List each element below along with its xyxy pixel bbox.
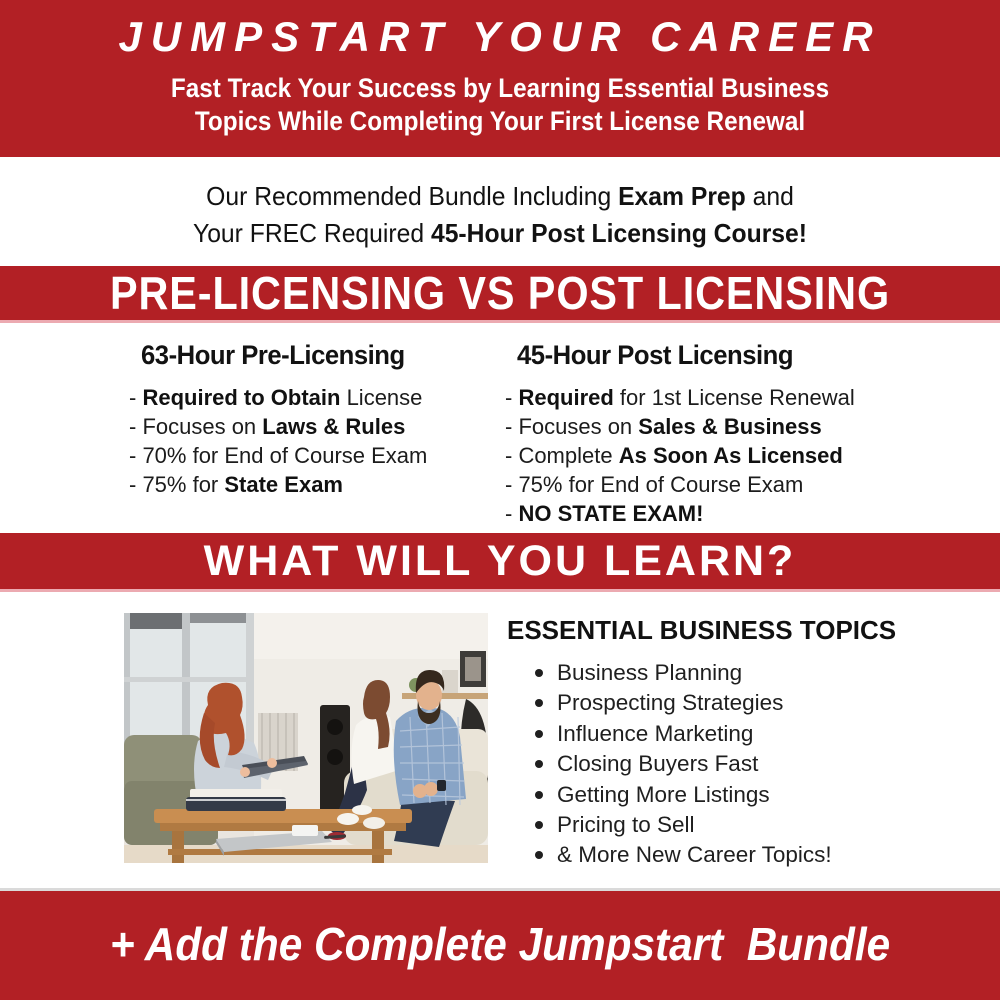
item-text: - 75% for [129, 472, 225, 497]
pre-licensing-list [129, 383, 489, 499]
hero-title: JUMPSTART YOUR CAREER [118, 13, 882, 60]
item-text: - 70% for End of Course Exam [129, 443, 428, 468]
topics-panel [507, 614, 927, 871]
item-bold: As Soon As Licensed [618, 443, 843, 468]
topic-item: & More New Career Topics! [535, 840, 927, 870]
consultation-photo-illustration [124, 613, 488, 863]
list-item [129, 412, 489, 441]
topic-item: Business Planning [535, 658, 927, 688]
hero-subtitle-line1: Fast Track Your Success by Learning Essential Business [170, 73, 830, 103]
item-text: - 75% for End of Course Exam [505, 472, 804, 497]
post-licensing-heading: 45-Hour Post Licensing [517, 340, 794, 370]
topic-item: Pricing to Sell [535, 810, 927, 840]
list-item [129, 383, 489, 412]
comparison-section [0, 323, 1000, 533]
topics-list [535, 658, 927, 871]
bundle-line2-text: Your FREC Required [192, 218, 431, 248]
item-bold: NO STATE EXAM! [518, 501, 704, 526]
list-item [505, 499, 925, 528]
item-bold: Sales & Business [638, 414, 822, 439]
bundle-line1-bold: Exam Prep [618, 181, 746, 211]
bundle-intro-line1 [25, 178, 975, 215]
topics-heading: ESSENTIAL BUSINESS TOPICS [507, 615, 897, 645]
topic-item: Closing Buyers Fast [535, 749, 927, 779]
topic-item: Getting More Listings [535, 780, 927, 810]
learn-section [0, 592, 1000, 888]
hero-subtitle-line2: Topics While Completing Your First License Renewal [194, 106, 806, 136]
bundle-line1-tail: and [745, 181, 794, 211]
item-bold: Required to Obtain [142, 385, 341, 410]
item-bold: State Exam [224, 472, 343, 497]
comparison-banner [0, 266, 1000, 323]
bundle-line2-bold: 45-Hour Post Licensing Course! [430, 218, 808, 248]
item-bold: Laws & Rules [262, 414, 406, 439]
hero-banner [0, 0, 1000, 157]
post-licensing-list [505, 383, 925, 528]
item-text: - Focuses on [505, 414, 639, 439]
topic-item: Prospecting Strategies [535, 688, 927, 718]
pre-licensing-column [129, 340, 489, 499]
consultation-photo [124, 613, 488, 863]
item-bold: Required [518, 385, 614, 410]
bundle-intro-line2 [25, 215, 975, 252]
item-tail: for 1st License Renewal [613, 385, 855, 410]
item-text: - [505, 501, 519, 526]
post-licensing-column [505, 340, 925, 528]
learn-banner [0, 533, 1000, 592]
item-text: - [129, 385, 143, 410]
footer-banner [0, 888, 1000, 1000]
list-item [505, 441, 925, 470]
bundle-intro-section [0, 157, 1000, 266]
item-tail: License [340, 385, 423, 410]
list-item [129, 470, 489, 499]
list-item [505, 412, 925, 441]
topic-item: Influence Marketing [535, 719, 927, 749]
bundle-line1-text: Our Recommended Bundle Including [206, 181, 619, 211]
list-item [505, 383, 925, 412]
hero-subtitle [50, 72, 950, 138]
item-text: - Complete [505, 443, 619, 468]
list-item [129, 441, 489, 470]
item-text: - [505, 385, 519, 410]
footer-banner-title: + Add the Complete Jumpstart Bundle [109, 918, 891, 970]
item-text: - Focuses on [129, 414, 263, 439]
comparison-banner-title: PRE-LICENSING VS POST LICENSING [109, 267, 891, 319]
pre-licensing-heading: 63-Hour Pre-Licensing [141, 340, 405, 370]
list-item [505, 470, 925, 499]
learn-banner-title: WHAT WILL YOU LEARN? [203, 537, 797, 585]
